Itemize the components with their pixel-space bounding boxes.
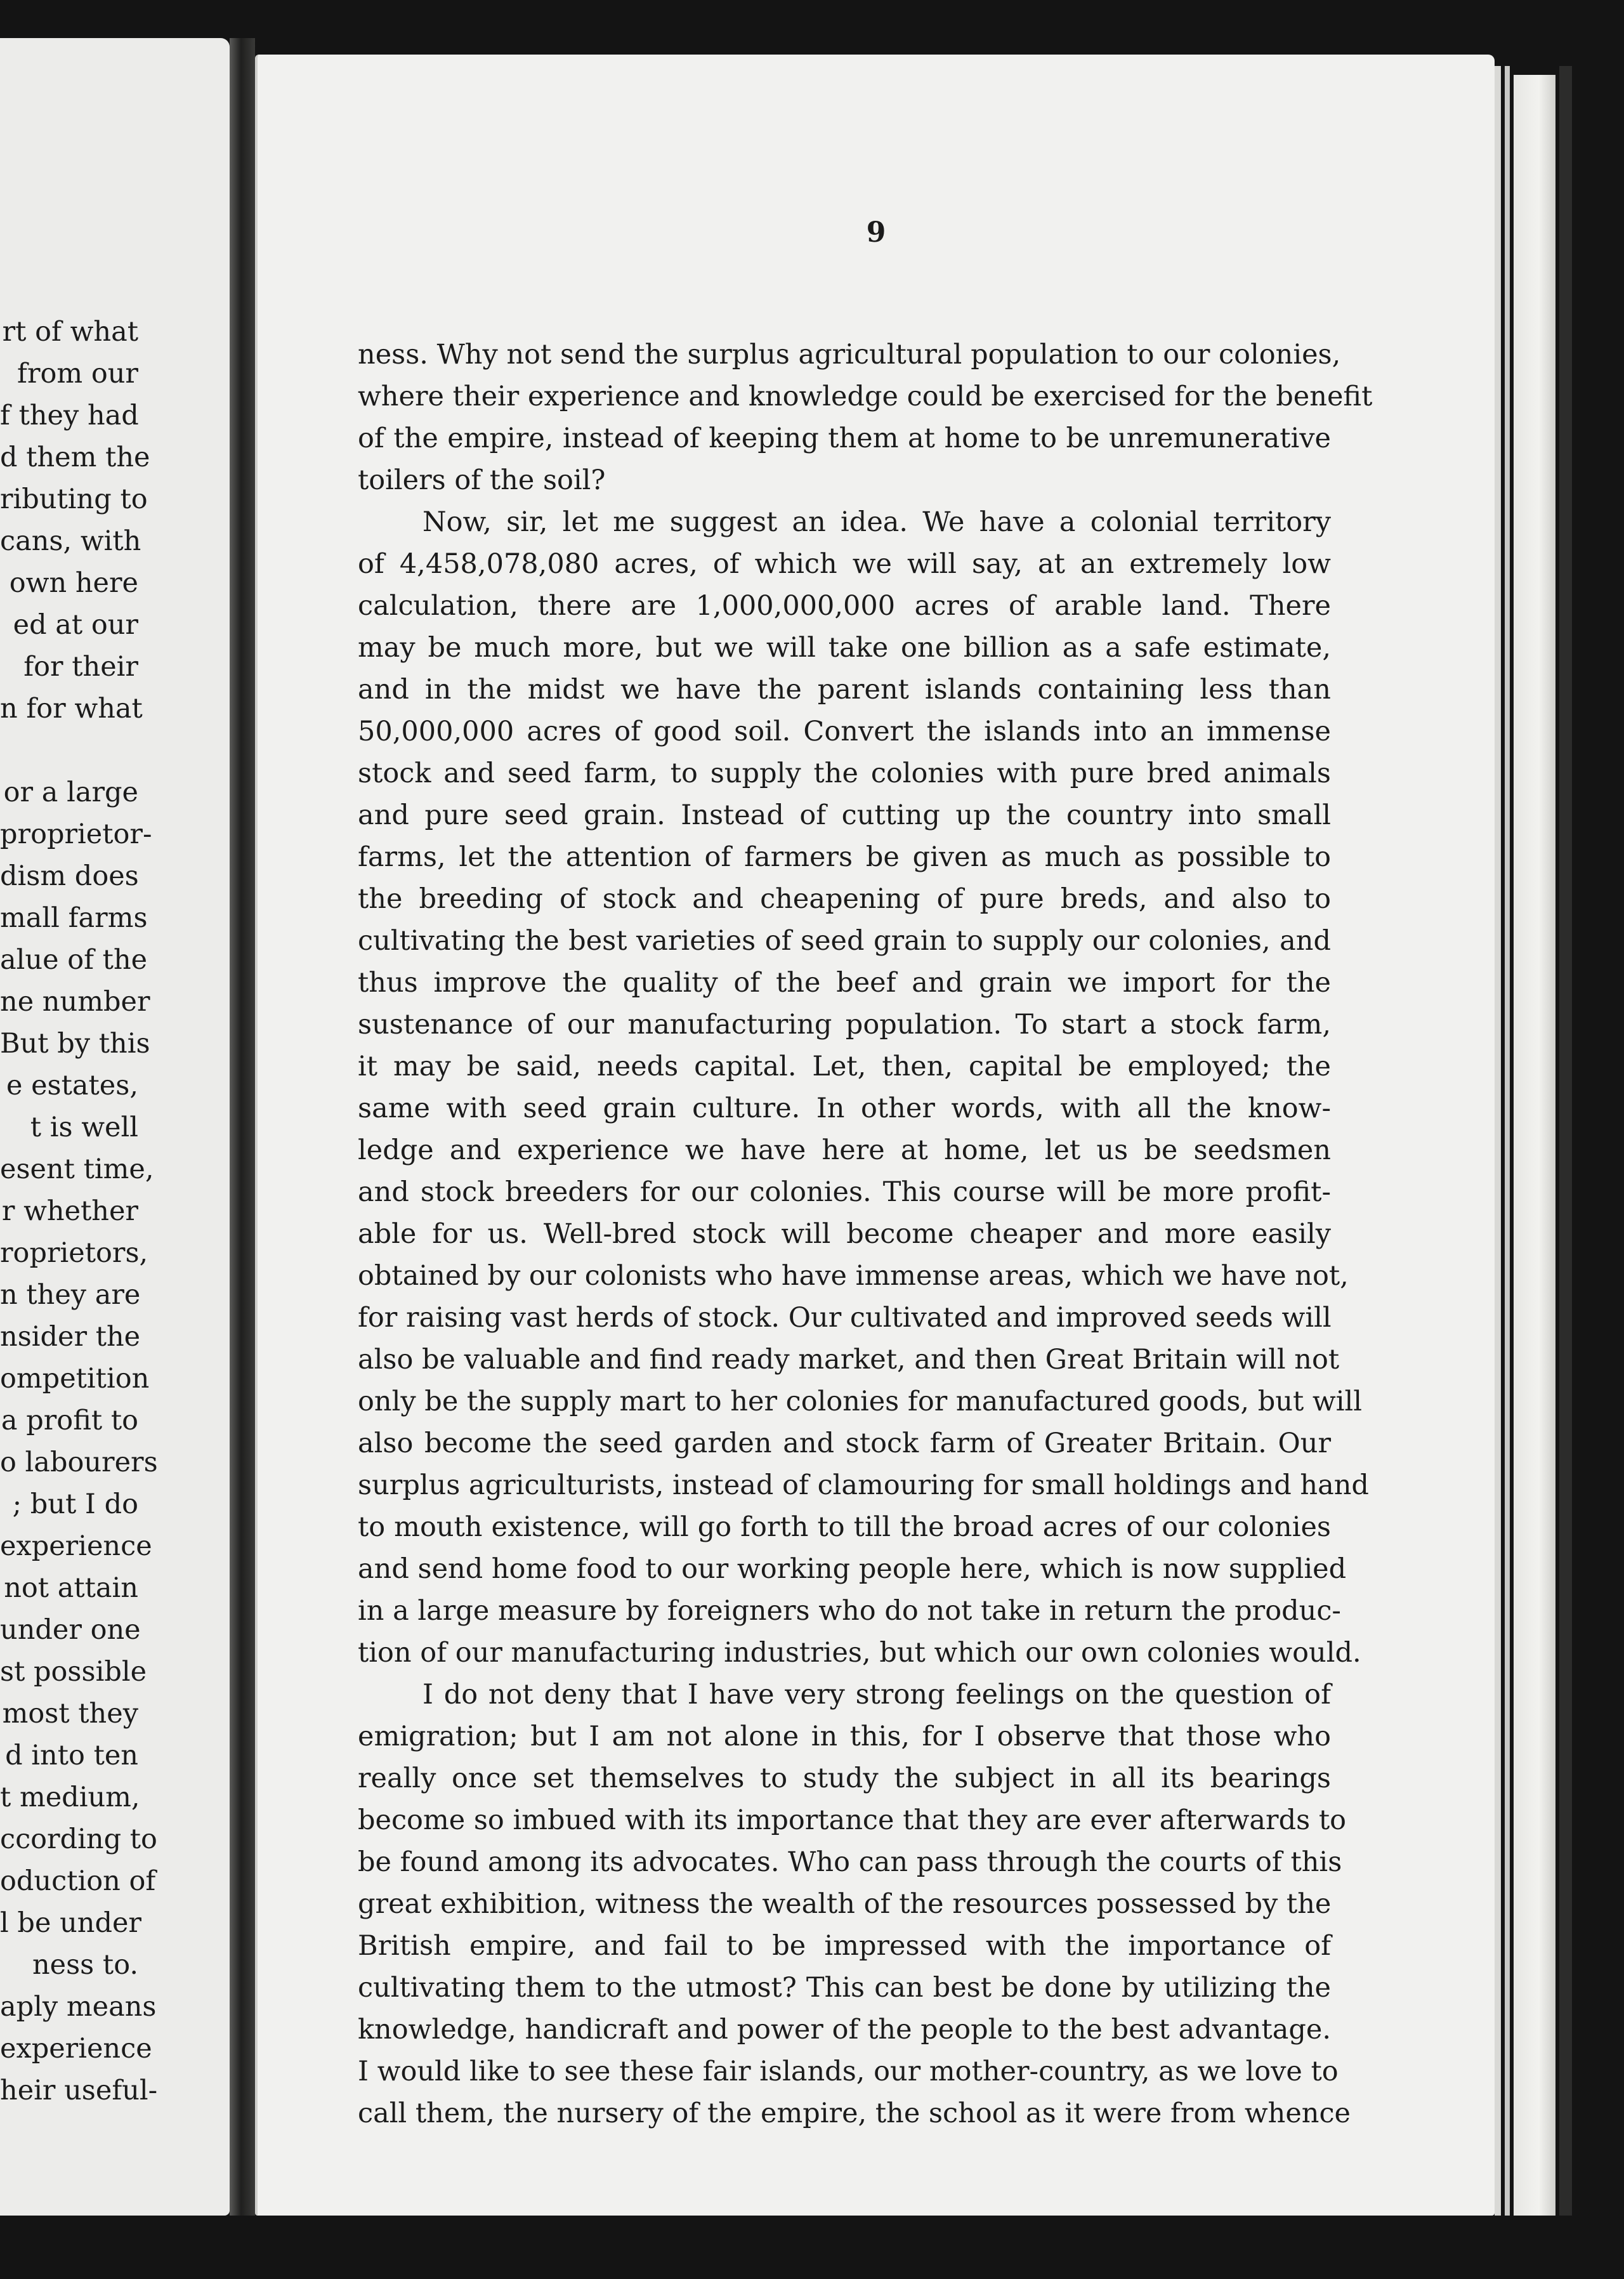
text-line: I would like to see these fair islands, our mother-country, as we love to bbox=[358, 2056, 1339, 2087]
facing-text-line: or a large bbox=[3, 777, 138, 808]
text-line: become so imbued with its importance that they are ever afterwards to bbox=[358, 1804, 1347, 1836]
body-text bbox=[358, 334, 1373, 2134]
facing-text-line: ompetition bbox=[0, 1363, 150, 1395]
facing-text-line: t is well bbox=[30, 1112, 138, 1143]
page bbox=[255, 55, 1495, 2216]
facing-text-line: oduction of bbox=[0, 1865, 156, 1897]
text-line: great exhibition, witness the wealth of the resources possessed by the bbox=[358, 1888, 1332, 1920]
text-line: stock and seed farm, to supply the colonies with pure bred animals bbox=[358, 758, 1331, 789]
facing-text-line: d them the bbox=[0, 442, 150, 473]
text-line: and pure seed grain. Instead of cutting up the country into small bbox=[358, 799, 1331, 831]
text-line: knowledge, handicraft and power of the people to the best advantage. bbox=[358, 2014, 1331, 2046]
facing-text-line: nsider the bbox=[0, 1321, 141, 1353]
facing-text-line: roprietors, bbox=[0, 1237, 148, 1269]
facing-text-line: own here bbox=[9, 567, 138, 599]
text-line: and send home food to our working people here, which is now supplied bbox=[358, 1553, 1347, 1585]
text-line: cultivating the best varieties of seed grain to supply our colonies, and bbox=[358, 925, 1331, 957]
facing-text-line: ness to. bbox=[32, 1949, 138, 1981]
text-line: emigration; but I am not alone in this, for I observe that those who bbox=[358, 1721, 1331, 1752]
page-edge bbox=[1495, 66, 1501, 2216]
text-line: only be the supply mart to her colonies for manufactured goods, but will bbox=[358, 1386, 1363, 1417]
facing-text-line: most they bbox=[2, 1698, 138, 1730]
page-edge-stack bbox=[1514, 75, 1555, 2216]
text-line: be found among its advocates. Who can pass through the courts of this bbox=[358, 1846, 1342, 1878]
text-line: cultivating them to the utmost? This can best be done by utilizing the bbox=[358, 1972, 1331, 2004]
text-line: tion of our manufacturing industries, but which our own colonies would. bbox=[358, 1637, 1361, 1669]
facing-page-left bbox=[0, 38, 230, 2216]
text-line: obtained by our colonists who have immense areas, which we have not, bbox=[358, 1260, 1349, 1292]
facing-text-line: ccording to bbox=[0, 1823, 157, 1855]
book-gutter bbox=[230, 38, 255, 2216]
facing-text-line: ributing to bbox=[0, 483, 148, 515]
facing-text-line: dism does bbox=[0, 860, 139, 892]
facing-text-line: rt of what bbox=[2, 316, 138, 348]
text-line: of 4,458,078,080 acres, of which we will say, at an extremely low bbox=[358, 548, 1331, 580]
text-line: also be valuable and find ready market, and then Great Britain will not bbox=[358, 1344, 1340, 1376]
facing-text-line: for their bbox=[23, 651, 138, 683]
facing-text-line: experience bbox=[0, 2033, 152, 2065]
page-edge bbox=[1505, 66, 1510, 2216]
facing-text-line: aply means bbox=[0, 1991, 157, 2023]
text-line: calculation, there are 1,000,000,000 acres of arable land. There bbox=[358, 590, 1331, 622]
facing-text-line: n they are bbox=[0, 1279, 141, 1311]
facing-text-line: ne number bbox=[0, 986, 150, 1018]
text-line: thus improve the quality of the beef and grain we import for the bbox=[358, 967, 1331, 999]
facing-text-line: n for what bbox=[0, 693, 143, 725]
text-line: I do not deny that I have very strong feelings on the question of bbox=[422, 1679, 1331, 1711]
text-line: surplus agriculturists, instead of clamouring for small holdings and hand bbox=[358, 1469, 1369, 1501]
text-line: to mouth existence, will go forth to till the broad acres of our colonies bbox=[358, 1511, 1331, 1543]
text-line: it may be said, needs capital. Let, then, capital be employed; the bbox=[358, 1051, 1331, 1082]
facing-text-line: l be under bbox=[0, 1907, 141, 1939]
facing-text-line: alue of the bbox=[0, 944, 148, 976]
text-line: and stock breeders for our colonies. This course will be more profit- bbox=[358, 1176, 1331, 1208]
text-line: in a large measure by foreigners who do not take in return the produc- bbox=[358, 1595, 1341, 1627]
text-line: may be much more, but we will take one billion as a safe estimate, bbox=[358, 632, 1331, 664]
text-line: call them, the nursery of the empire, the school as it were from whence bbox=[358, 2098, 1351, 2129]
facing-text-line: from our bbox=[17, 358, 138, 390]
facing-text-line: cans, with bbox=[0, 525, 141, 557]
text-line: where their experience and knowledge could be exercised for the benefit bbox=[358, 381, 1373, 412]
text-line: ness. Why not send the surplus agricultural population to our colonies, bbox=[358, 339, 1341, 371]
text-line: able for us. Well-bred stock will become cheaper and more easily bbox=[358, 1218, 1331, 1250]
text-line: toilers of the soil? bbox=[358, 464, 606, 496]
facing-text-line: st possible bbox=[0, 1656, 147, 1688]
facing-page-text bbox=[0, 311, 158, 2112]
facing-text-line: proprietor- bbox=[0, 818, 152, 850]
book-cover-edge bbox=[1559, 66, 1572, 2216]
page-number: 9 bbox=[866, 216, 886, 249]
text-line: really once set themselves to study the subject in all its bearings bbox=[358, 1763, 1331, 1794]
text-line: of the empire, instead of keeping them at home to be unremunerative bbox=[358, 423, 1331, 454]
facing-text-line: o labourers bbox=[0, 1447, 158, 1478]
text-line: for raising vast herds of stock. Our cultivated and improved seeds will bbox=[358, 1302, 1332, 1334]
paragraph-gap bbox=[0, 730, 138, 772]
facing-text-line: t medium, bbox=[0, 1782, 140, 1813]
facing-text-line: r whether bbox=[1, 1195, 138, 1227]
text-line: the breeding of stock and cheapening of pure breds, and also to bbox=[358, 883, 1331, 915]
facing-text-line: esent time, bbox=[0, 1153, 154, 1185]
text-line: Now, sir, let me suggest an idea. We have a colonial territory bbox=[422, 506, 1331, 538]
facing-text-line: experience bbox=[0, 1530, 152, 1562]
facing-text-line: f they had bbox=[0, 400, 139, 431]
text-line: 50,000,000 acres of good soil. Convert the islands into an immense bbox=[358, 716, 1331, 747]
facing-text-line: not attain bbox=[4, 1572, 138, 1604]
facing-text-line: under one bbox=[0, 1614, 141, 1646]
facing-text-line: a profit to bbox=[1, 1405, 138, 1436]
text-line: and in the midst we have the parent islands containing less than bbox=[358, 674, 1331, 706]
facing-text-line: But by this bbox=[0, 1028, 150, 1060]
facing-text-line: mall farms bbox=[0, 902, 148, 934]
facing-text-line: ; but I do bbox=[12, 1488, 138, 1520]
text-line: same with seed grain culture. In other words, with all the know- bbox=[358, 1093, 1331, 1124]
text-line: farms, let the attention of farmers be given as much as possible to bbox=[358, 841, 1331, 873]
text-line: British empire, and fail to be impressed with the importance of bbox=[358, 1930, 1331, 1962]
facing-text-line: e estates, bbox=[6, 1070, 138, 1101]
text-line: also become the seed garden and stock farm of Greater Britain. Our bbox=[358, 1428, 1331, 1459]
facing-text-line: heir useful- bbox=[0, 2075, 158, 2106]
facing-text-line: ed at our bbox=[13, 609, 138, 641]
facing-text-line: d into ten bbox=[5, 1740, 138, 1771]
text-line: ledge and experience we have here at home, let us be seedsmen bbox=[358, 1134, 1331, 1166]
text-line: sustenance of our manufacturing population. To start a stock farm, bbox=[358, 1009, 1331, 1041]
